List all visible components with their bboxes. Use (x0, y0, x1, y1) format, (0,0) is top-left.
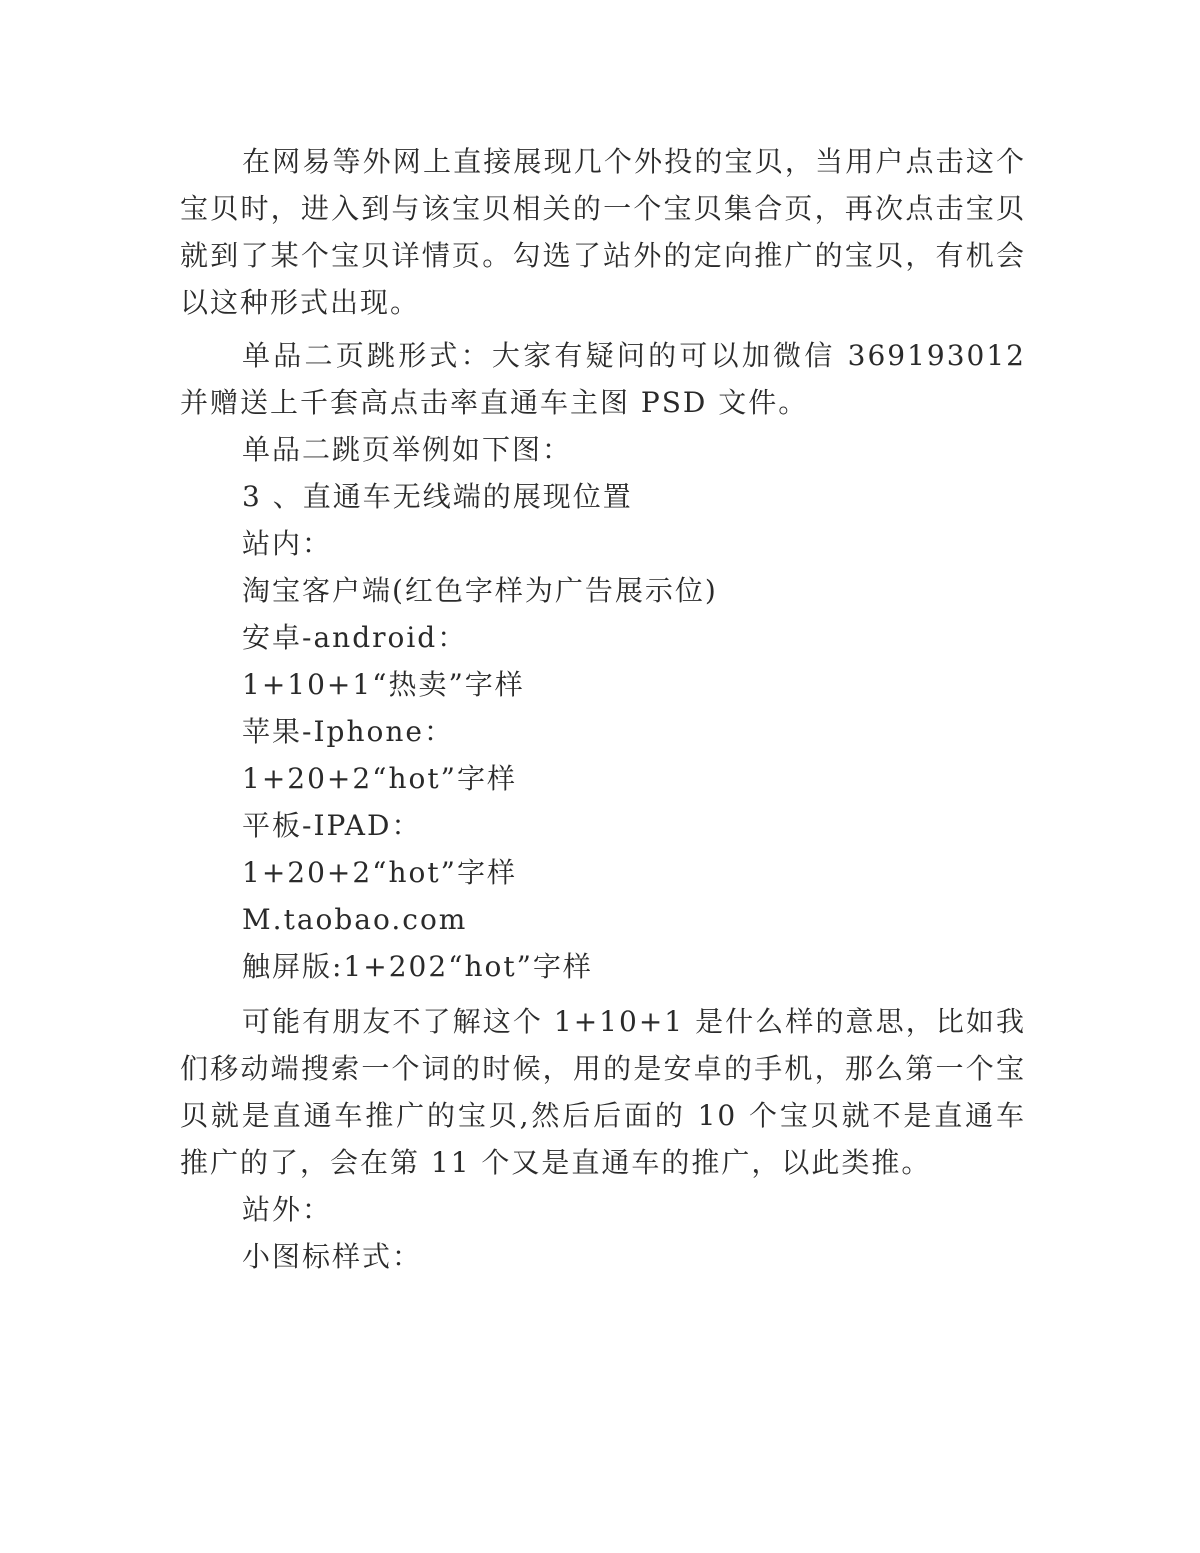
line-iphone: 苹果-Iphone： (242, 715, 454, 748)
line-jump-example: 单品二跳页举例如下图： (242, 433, 573, 466)
section-heading-wireless-positions: 3 、直通车无线端的展现位置 (242, 480, 633, 513)
line-touch-version: 触屏版:1+202“hot”字样 (242, 950, 593, 983)
line-mobile-site: M.taobao.com (242, 903, 468, 936)
line-ipad-pattern: 1+20+2“hot”字样 (242, 856, 517, 889)
line-taobao-client: 淘宝客户端(红色字样为广告展示位) (242, 574, 718, 607)
line-android: 安卓-android： (242, 621, 468, 654)
line-iphone-pattern: 1+20+2“hot”字样 (242, 762, 517, 795)
line-ipad: 平板-IPAD： (242, 809, 422, 842)
paragraph-pattern-explanation: 可能有朋友不了解这个 1+10+1 是什么样的意思，比如我们移动端搜索一个词的时候，用的是安卓的手机，那么第一个宝贝就是直通车推广的宝贝,然后后面的 10 个宝贝就不是直通车推广的了，会在第 11 个又是直通车的推广，以此类推。 (180, 1005, 1026, 1179)
line-onsite: 站内： (242, 527, 333, 560)
line-android-pattern: 1+10+1“热卖”字样 (242, 668, 525, 701)
paragraph-offsite-display: 在网易等外网上直接展现几个外投的宝贝，当用户点击这个宝贝时，进入到与该宝贝相关的一个宝贝集合页，再次点击宝贝就到了某个宝贝详情页。勾选了站外的定向推广的宝贝，有机会以这种形式出现。 (180, 145, 1026, 319)
document-body (180, 138, 1026, 1280)
line-offsite: 站外： (242, 1193, 333, 1226)
paragraph-single-item-jump: 单品二页跳形式：大家有疑问的可以加微信 369193012 并赠送上千套高点击率直通车主图 PSD 文件。 (180, 339, 1026, 419)
line-small-icon-style: 小图标样式： (242, 1240, 423, 1273)
